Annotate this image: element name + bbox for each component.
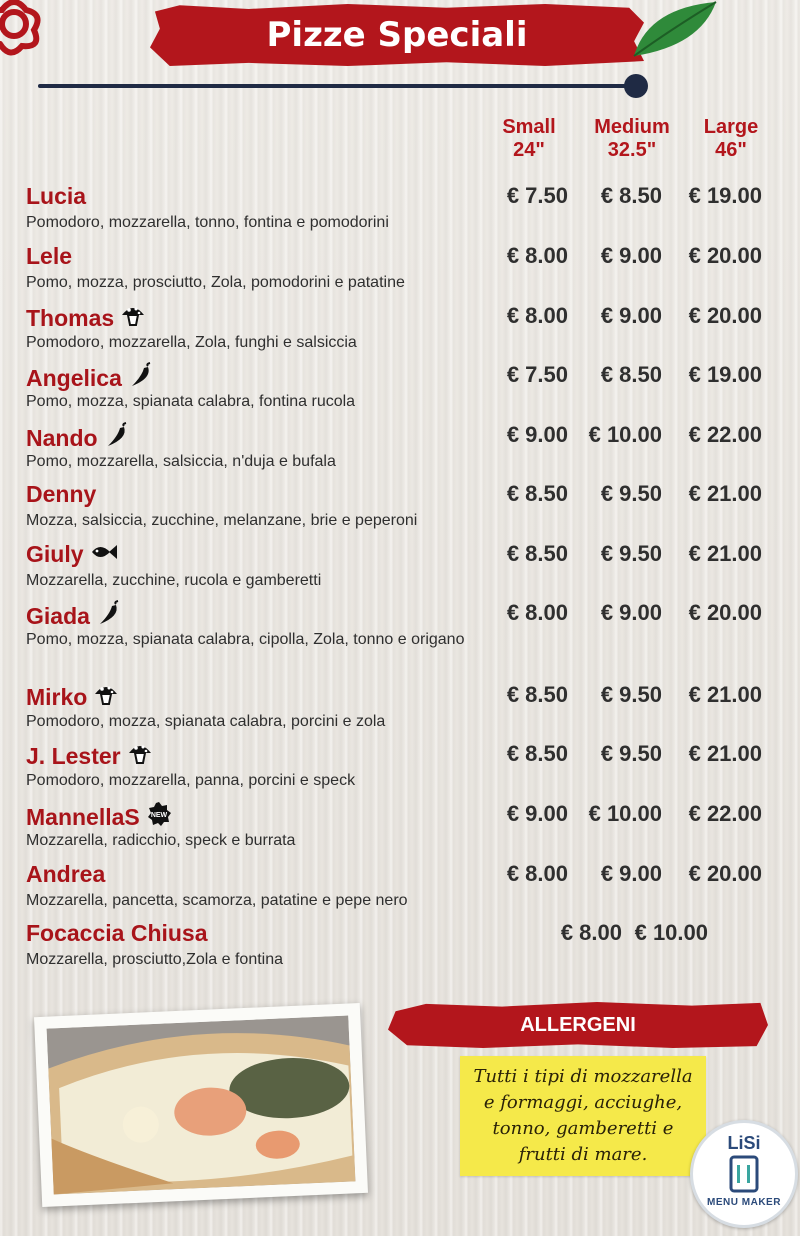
menu-item-title: Thomas — [26, 304, 115, 331]
price-medium: € 8.50 — [600, 183, 662, 208]
lisi-logo — [690, 1120, 798, 1228]
menu-item-name — [26, 303, 146, 333]
menu-item-title: MannellaS — [26, 803, 140, 830]
chili-pepper-icon — [104, 422, 130, 454]
price-medium: € 10.00 — [588, 801, 662, 826]
price-medium: € 9.50 — [600, 481, 662, 506]
menu-item-name — [26, 682, 119, 712]
price-large: € 21.00 — [688, 481, 762, 506]
price-small: € 7.50 — [506, 183, 568, 208]
price-medium: € 9.00 — [600, 600, 662, 625]
menu-item-title: Andrea — [26, 861, 106, 887]
menu-item-title: Denny — [26, 481, 97, 507]
price-small: € 8.50 — [506, 481, 568, 506]
chili-pepper-icon — [96, 600, 122, 632]
price-small: € 7.50 — [506, 362, 568, 387]
menu-item-description: Pomo, mozza, spianata calabra, fontina rucola — [26, 393, 356, 410]
size-medium-label: Medium — [594, 116, 670, 138]
logo-tagline: MENU MAKER — [707, 1197, 781, 1208]
menu-item-description: Mozza, salsiccia, zucchine, melanzane, brie e peperoni — [26, 512, 418, 529]
price-small: € 8.00 — [506, 600, 568, 625]
menu-item-title: Focaccia Chiusa — [26, 920, 208, 946]
price-large: € 21.00 — [688, 741, 762, 766]
size-small-label: Small — [502, 116, 556, 138]
flower-decoration-icon — [0, 0, 52, 64]
price-medium: € 9.50 — [600, 682, 662, 707]
price-small: € 8.50 — [506, 541, 568, 566]
menu-item-title: Angelica — [26, 364, 122, 391]
mushroom-icon — [120, 303, 146, 333]
menu-item-description: Mozzarella, radicchio, speck e burrata — [26, 832, 296, 849]
price-small: € 8.50 — [506, 682, 568, 707]
price-large: € 19.00 — [688, 183, 762, 208]
menu-item-description: Pomo, mozza, spianata calabra, cipolla, Zola, tonno e origano — [26, 631, 465, 648]
price-large: € 22.00 — [688, 422, 762, 447]
divider-line — [38, 84, 636, 88]
price-medium: € 8.50 — [600, 362, 662, 387]
menu-item-description: Mozzarella, prosciutto,Zola e fontina — [26, 951, 284, 968]
price-large: € 20.00 — [688, 303, 762, 328]
mushroom-icon — [127, 741, 153, 771]
logo-word: LiSi — [727, 1133, 761, 1153]
divider-dot — [624, 74, 648, 98]
price-large: € 20.00 — [688, 600, 762, 625]
allergen-note — [460, 1056, 706, 1176]
menu-item-name — [26, 481, 96, 508]
price-large: € 20.00 — [688, 861, 762, 886]
menu-item-description: Pomodoro, mozza, spianata calabra, porcini e zola — [26, 713, 386, 730]
menu-item-name — [26, 861, 105, 888]
price-medium: € 10.00 — [634, 920, 708, 945]
size-large-label: Large — [703, 116, 759, 138]
price-medium: € 10.00 — [588, 422, 662, 447]
menu-item-description: Mozzarella, pancetta, scamorza, patatine e pepe nero — [26, 892, 408, 909]
menu-item-name — [26, 243, 72, 270]
price-medium: € 9.00 — [600, 861, 662, 886]
price-large: € 21.00 — [688, 682, 762, 707]
menu-item-title: Mirko — [26, 683, 88, 710]
pizza-image — [47, 1015, 356, 1194]
price-large: € 22.00 — [688, 801, 762, 826]
price-medium: € 9.00 — [600, 303, 662, 328]
menu-item-title: J. Lester — [26, 742, 121, 769]
svg-text:NEW: NEW — [150, 812, 167, 819]
menu-item-name — [26, 801, 172, 833]
menu-item-name — [26, 541, 118, 568]
basil-leaf-icon — [630, 0, 720, 64]
price-small: € 8.50 — [506, 741, 568, 766]
menu-item-name — [26, 422, 130, 454]
price-small: € 8.00 — [560, 920, 622, 945]
chili-pepper-icon — [128, 362, 154, 394]
menu-item-title: Giada — [26, 602, 90, 629]
menu-item-name — [26, 920, 208, 947]
price-small: € 8.00 — [506, 861, 568, 886]
menu-item-description: Mozzarella, zucchine, rucola e gamberetti — [26, 572, 322, 589]
size-small-value: 24" — [513, 139, 545, 161]
size-large-value: 46" — [715, 139, 747, 161]
allergen-text: Tutti i tipi di mozzarella e formaggi, acciughe, tonno, gamberetti e frutti di mare. — [473, 1066, 693, 1165]
pizza-photo — [34, 1003, 368, 1207]
size-large-header — [694, 116, 768, 162]
size-small-header — [494, 116, 564, 162]
price-small: € 8.00 — [506, 243, 568, 268]
page-title: Pizze Speciali — [266, 15, 528, 55]
menu-item-description: Pomo, mozza, prosciutto, Zola, pomodorini e patatine — [26, 274, 405, 291]
menu-item-title: Lucia — [26, 183, 87, 209]
menu-item-description: Pomo, mozzarella, salsiccia, n'duja e bufala — [26, 453, 336, 470]
price-large: € 19.00 — [688, 362, 762, 387]
menu-item-title: Giuly — [26, 541, 84, 567]
mushroom-icon — [93, 682, 119, 712]
new-badge-icon — [146, 801, 172, 833]
size-medium-value: 32.5" — [607, 139, 657, 161]
allergen-title: ALLERGENI — [520, 1013, 636, 1036]
menu-item-name — [26, 600, 122, 632]
price-small: € 9.00 — [506, 801, 568, 826]
menu-item-title: Nando — [26, 424, 98, 451]
menu-item-description: Pomodoro, mozzarella, Zola, funghi e salsiccia — [26, 334, 357, 351]
menu-item-name — [26, 362, 154, 394]
price-medium: € 9.50 — [600, 541, 662, 566]
menu-item-name — [26, 741, 153, 771]
price-large: € 20.00 — [688, 243, 762, 268]
price-large: € 21.00 — [688, 541, 762, 566]
size-medium-header — [584, 116, 680, 162]
menu-item-description: Pomodoro, mozzarella, panna, porcini e speck — [26, 772, 356, 789]
price-small: € 9.00 — [506, 422, 568, 447]
fish-icon — [90, 541, 118, 568]
price-medium: € 9.50 — [600, 741, 662, 766]
price-medium: € 9.00 — [600, 243, 662, 268]
menu-item-description: Pomodoro, mozzarella, tonno, fontina e pomodorini — [26, 214, 389, 231]
menu-book-icon — [729, 1155, 759, 1193]
menu-item-name — [26, 183, 86, 210]
price-small: € 8.00 — [506, 303, 568, 328]
menu-item-title: Lele — [26, 243, 73, 269]
